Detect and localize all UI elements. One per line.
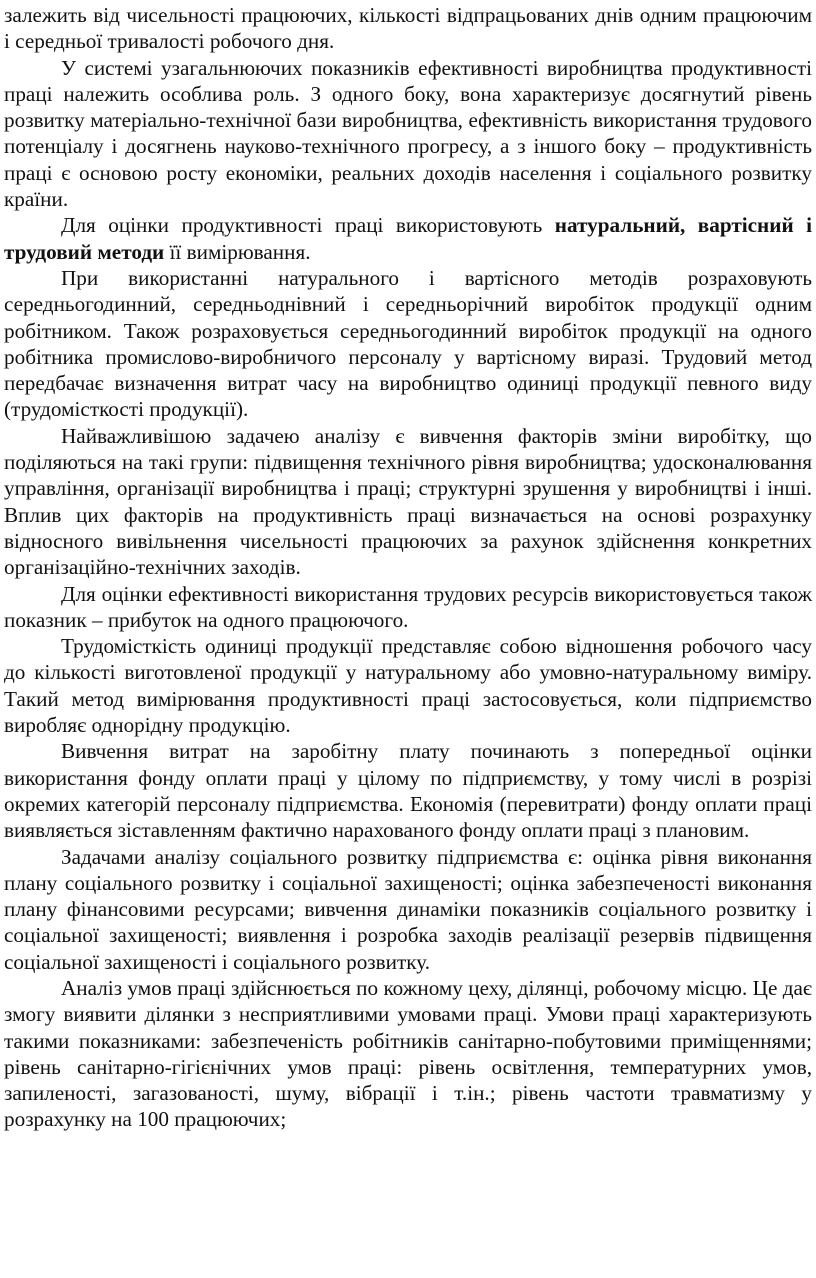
paragraph-measurement-methods — [4, 212, 812, 265]
methods-bold-terms: натуральний, вартісний і трудовий методи — [4, 213, 813, 264]
paragraph-wage-costs: Вивчення витрат на заробітну плату починають з попередньої оцінки використання фонду оплати праці у цілому по підприємству, у тому числі в розрізі окремих категорій персоналу підприємства. Економія (перевитрати) фонду оплати праці виявляється зіставленням фактично нарахованого фонду оплати праці з плановим. — [4, 739, 812, 843]
paragraph-continuation: залежить від чисельності працюючих, кількості відпрацьованих днів одним працюючим і середньої тривалості робочого дня. — [4, 3, 812, 54]
paragraph-social-development: Задачами аналізу соціального розвитку підприємства є: оцінка рівня виконання плану соціального розвитку і соціальної захищеності; оцінка забезпеченості виконання плану фінансовими ресурсами; вивчення динаміки показників соціального розвитку і соціальної захищеності; виявлення і розробка заходів реалізації резервів підвищення соціальної захищеності і соціального розвитку. — [4, 844, 812, 974]
paragraph-profit-indicator: Для оцінки ефективності використання трудових ресурсів використовується також показник – прибуток на одного працюючого. — [4, 581, 812, 632]
paragraph-working-conditions: Аналіз умов праці здійснюється по кожному цеху, ділянці, робочому місцю. Це дає змогу виявити ділянки з несприятливими умовами праці. Умови праці характеризують такими показниками: забезпеченість робітників санітарно-побутовими приміщеннями; рівень санітарно-гігієнічних умов праці: рівень освітлення, температурних умов, запиленості, загазованості, шуму, вібрації і т.ін.; рівень частоти травматизму у розрахунку на 100 працюючих; — [4, 975, 812, 1132]
paragraph-output-factors: Найважливішою задачею аналізу є вивчення факторів зміни виробітку, що поділяються на такі групи: підвищення технічного рівня виробництва; удосконалювання управління, організації виробництва і праці; структурні зрушення у виробництві і інші. Вплив цих факторів на продуктивність праці визначається на основі розрахунку відносного вивільнення чисельності працюючих за рахунок здійснення конкретних організаційно-технічних заходів. — [4, 423, 812, 580]
methods-text-before: Для оцінки продуктивності праці використовують — [61, 213, 555, 238]
paragraph-labour-intensity: Трудомісткість одиниці продукції представляє собою відношення робочого часу до кількості виготовленої продукції у натуральному або умовно-натуральному виміру. Такий метод вимірювання продуктивності праці застосовується, коли підприємство виробляє однорідну продукцію. — [4, 634, 812, 738]
paragraph-natural-value-methods: При використанні натурального і вартісного методів розраховують середньогодинний, середньоднівний і середньорічний виробіток продукції одним робітником. Також розраховується середньогодинний виробіток продукції на одного робітника промислово-виробничого персоналу у вартісному виразі. Трудовий метод передбачає визначення витрат часу на виробництво одиниці продукції певного виду (трудомісткості продукції). — [4, 265, 812, 422]
paragraph-labour-productivity-role: У системі узагальнюючих показників ефективності виробництва продуктивності праці належить особлива роль. З одного боку, вона характеризує досягнутий рівень розвитку матеріально-технічної бази виробництва, ефективність використання трудового потенціалу і досягнень науково-технічного прогресу, а з іншого боку – продуктивність праці є основою росту економіки, реальних доходів населення і соціального розвитку країни. — [4, 55, 812, 212]
methods-text-after: її вимірювання. — [164, 239, 311, 264]
